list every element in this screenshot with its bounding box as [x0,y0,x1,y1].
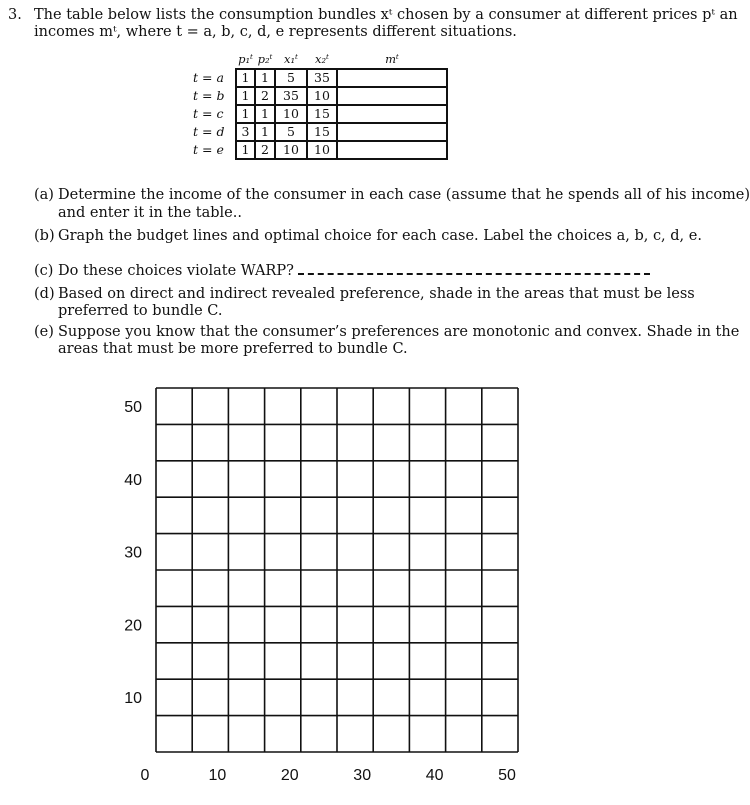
cell-p1: 1 [236,87,255,105]
answer-blank[interactable] [298,263,650,275]
part-c [34,263,650,279]
cell-p2: 2 [255,87,275,105]
cell-x2: 10 [307,87,337,105]
x-tick-label: 40 [425,767,444,784]
cell-p2: 2 [255,141,275,159]
cell-income[interactable] [337,123,447,141]
question-text-line2: incomes mᵗ, where t = a, b, c, d, e represents different situations. [34,24,517,40]
question-text-line1: The table below lists the consumption bundles xᵗ chosen by a consumer at different prices pᵗ an [34,7,738,23]
part-a-text-cont: and enter it in the table.. [58,205,242,221]
cell-p1: 1 [236,69,255,87]
x-tick-label: 10 [208,767,227,784]
cell-income[interactable] [337,141,447,159]
cell-p2: 1 [255,105,275,123]
table-row [193,123,447,141]
cell-p1: 3 [236,123,255,141]
y-tick-label: 20 [124,617,142,635]
y-tick-label: 10 [124,690,142,708]
row-label: t = b [193,88,225,103]
question-number: 3. [8,7,22,23]
header-p1: p₁ᵗ [238,52,253,66]
part-d-text-cont: preferred to bundle C. [58,303,223,319]
cell-p1: 1 [236,105,255,123]
cell-x2: 10 [307,141,337,159]
cell-x2: 35 [307,69,337,87]
table-row [193,69,447,87]
y-tick-label: 30 [124,544,142,562]
grid-lines [156,388,518,752]
cell-p1: 1 [236,141,255,159]
x-axis-labels [141,767,516,784]
x-tick-label: 0 [140,767,150,784]
part-e-label: (e) [34,324,54,340]
cell-p2: 1 [255,123,275,141]
cell-x1: 5 [275,69,307,87]
row-label: t = a [193,70,224,85]
row-label: t = c [193,106,224,121]
x-tick-label: 30 [353,767,372,784]
part-a-label: (a) [34,187,54,203]
part-b [34,228,702,244]
graph-grid[interactable] [0,380,661,805]
cell-x2: 15 [307,105,337,123]
y-axis-labels [124,399,142,707]
cell-income[interactable] [337,105,447,123]
bundles-table [193,50,448,160]
row-label: t = d [193,124,225,139]
part-b-text: Graph the budget lines and optimal choice for each case. Label the choices a, b, c, d, e. [58,228,702,244]
part-a-text: Determine the income of the consumer in each case (assume that he spends all of his income) [58,187,750,203]
x-tick-label: 20 [280,767,299,784]
part-e-text: Suppose you know that the consumer’s preferences are monotonic and convex. Shade in the [58,324,740,340]
header-x2: x₂ᵗ [315,52,329,66]
cell-x1: 10 [275,141,307,159]
table-row [193,141,447,159]
part-e-text-cont: areas that must be more preferred to bundle C. [58,341,408,357]
table-row [193,87,447,105]
cell-p2: 1 [255,69,275,87]
part-b-label: (b) [34,228,55,244]
header-m: mᵗ [385,52,399,66]
cell-x1: 10 [275,105,307,123]
y-tick-label: 40 [124,471,142,489]
part-a [34,187,750,203]
part-e [34,324,739,340]
part-c-label: (c) [34,263,54,279]
part-d-label: (d) [34,286,55,302]
table-row [193,105,447,123]
y-tick-label: 50 [124,399,142,416]
table-corner [193,50,236,69]
table-header-row [193,50,447,69]
cell-x2: 15 [307,123,337,141]
row-label: t = e [193,142,224,157]
part-d [34,286,695,302]
cell-income[interactable] [337,87,447,105]
cell-x1: 5 [275,123,307,141]
part-d-text: Based on direct and indirect revealed preference, shade in the areas that must be less [58,286,695,302]
cell-x1: 35 [275,87,307,105]
cell-income[interactable] [337,69,447,87]
part-c-text: Do these choices violate WARP? [58,263,294,279]
header-x1: x₁ᵗ [284,52,298,66]
header-p2: p₂ᵗ [257,52,273,66]
x-tick-label: 50 [498,767,516,784]
